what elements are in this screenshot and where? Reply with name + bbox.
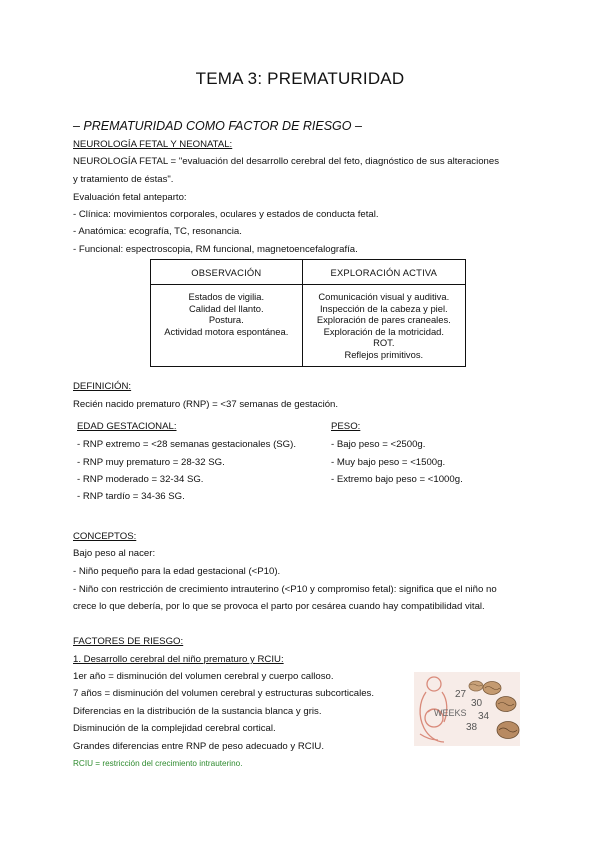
expl-item: Inspección de la cabeza y piel. — [319, 302, 448, 314]
page-title: TEMA 3: PREMATURIDAD — [195, 69, 405, 88]
rciu-note: RCIU = restricción del crecimiento intrauterino. — [73, 759, 243, 768]
neuro-definition-line1: NEUROLOGÍA FETAL = "evaluación del desarrollo cerebral del feto, diagnóstico de sus alteraciones — [73, 156, 500, 167]
header-exploracion: EXPLORACIÓN ACTIVA — [302, 260, 465, 285]
observacion-cell — [151, 285, 303, 367]
week-34-label: 34 — [478, 711, 490, 722]
factores-line3: Diferencias en la distribución de la sustancia blanca y gris. — [73, 706, 322, 717]
factores-heading: FACTORES DE RIESGO: — [73, 636, 184, 647]
peso-item-bajo: - Bajo peso = <2500g. — [331, 439, 426, 450]
expl-item: Reflejos primitivos. — [344, 348, 424, 360]
conceptos-line2: - Niño pequeño para la edad gestacional (<P10). — [73, 566, 281, 577]
factores-line1: 1er año = disminución del volumen cerebral y cuerpo calloso. — [73, 671, 334, 682]
week-30-label: 30 — [471, 698, 483, 709]
obs-item: Actividad motora espontánea. — [164, 325, 289, 337]
factores-line4: Disminución de la complejidad cerebral cortical. — [73, 723, 276, 734]
week-27-label: 27 — [455, 689, 467, 700]
section-subtitle: – PREMATURIDAD COMO FACTOR DE RIESGO – — [73, 119, 362, 133]
definicion-heading: DEFINICIÓN: — [73, 381, 132, 392]
conceptos-line3: - Niño con restricción de crecimiento intrauterino (<P10 y compromiso fetal): significa que el niño no — [73, 584, 497, 595]
peso-item-muy-bajo: - Muy bajo peso = <1500g. — [331, 457, 446, 468]
edad-item-muy-prematuro: - RNP muy prematuro = 28-32 SG. — [77, 457, 225, 468]
exploracion-cell — [302, 285, 465, 367]
neuro-heading: NEUROLOGÍA FETAL Y NEONATAL: — [73, 139, 233, 150]
eval-item-clinica: - Clínica: movimientos corporales, oculares y estados de conducta fetal. — [73, 209, 379, 220]
factores-line5: Grandes diferencias entre RNP de peso adecuado y RCIU. — [73, 741, 324, 752]
edad-item-tardio: - RNP tardío = 34-36 SG. — [77, 491, 185, 502]
header-observacion: OBSERVACIÓN — [151, 260, 303, 285]
factores-line2: 7 años = disminución del volumen cerebral y estructuras subcorticales. — [73, 688, 375, 699]
eval-title: Evaluación fetal anteparto: — [73, 192, 187, 203]
obs-item: Calidad del llanto. — [189, 302, 264, 314]
edad-item-moderado: - RNP moderado = 32-34 SG. — [77, 474, 204, 485]
illustration-svg — [414, 672, 520, 746]
conceptos-line4: crece lo que debería, por lo que se provoca el parto por cesárea cuando hay compatibilidad vital. — [73, 601, 485, 612]
expl-item: ROT. — [373, 337, 395, 348]
eval-item-funcional: - Funcional: espectroscopia, RM funcional, magnetoencefalografía. — [73, 244, 358, 255]
conceptos-heading: CONCEPTOS: — [73, 531, 137, 542]
expl-item: Exploración de la motricidad. — [323, 325, 444, 337]
definicion-text: Recién nacido prematuro (RNP) = <37 semanas de gestación. — [73, 399, 339, 410]
conceptos-line1: Bajo peso al nacer: — [73, 548, 156, 559]
obs-item: Estados de vigilia. — [188, 291, 265, 302]
edad-item-extremo: - RNP extremo = <28 semanas gestacionales (SG). — [77, 439, 296, 450]
brain-development-illustration — [414, 672, 520, 746]
expl-item: Exploración de pares craneales. — [316, 314, 451, 325]
peso-item-extremo: - Extremo bajo peso = <1000g. — [331, 474, 463, 485]
week-38-label: 38 — [466, 722, 478, 733]
peso-heading: PESO: — [331, 421, 361, 432]
factores-subheading: 1. Desarrollo cerebral del niño prematuro y RCIU: — [73, 654, 284, 665]
weeks-label: WEEKS — [434, 708, 467, 718]
observation-table — [150, 259, 466, 367]
obs-item: Postura. — [208, 314, 244, 325]
eval-item-anatomica: - Anatómica: ecografía, TC, resonancia. — [73, 226, 242, 237]
neuro-definition-line2: y tratamiento de éstas". — [73, 174, 174, 185]
expl-item: Comunicación visual y auditiva. — [318, 291, 450, 302]
edad-heading: EDAD GESTACIONAL: — [77, 421, 177, 432]
